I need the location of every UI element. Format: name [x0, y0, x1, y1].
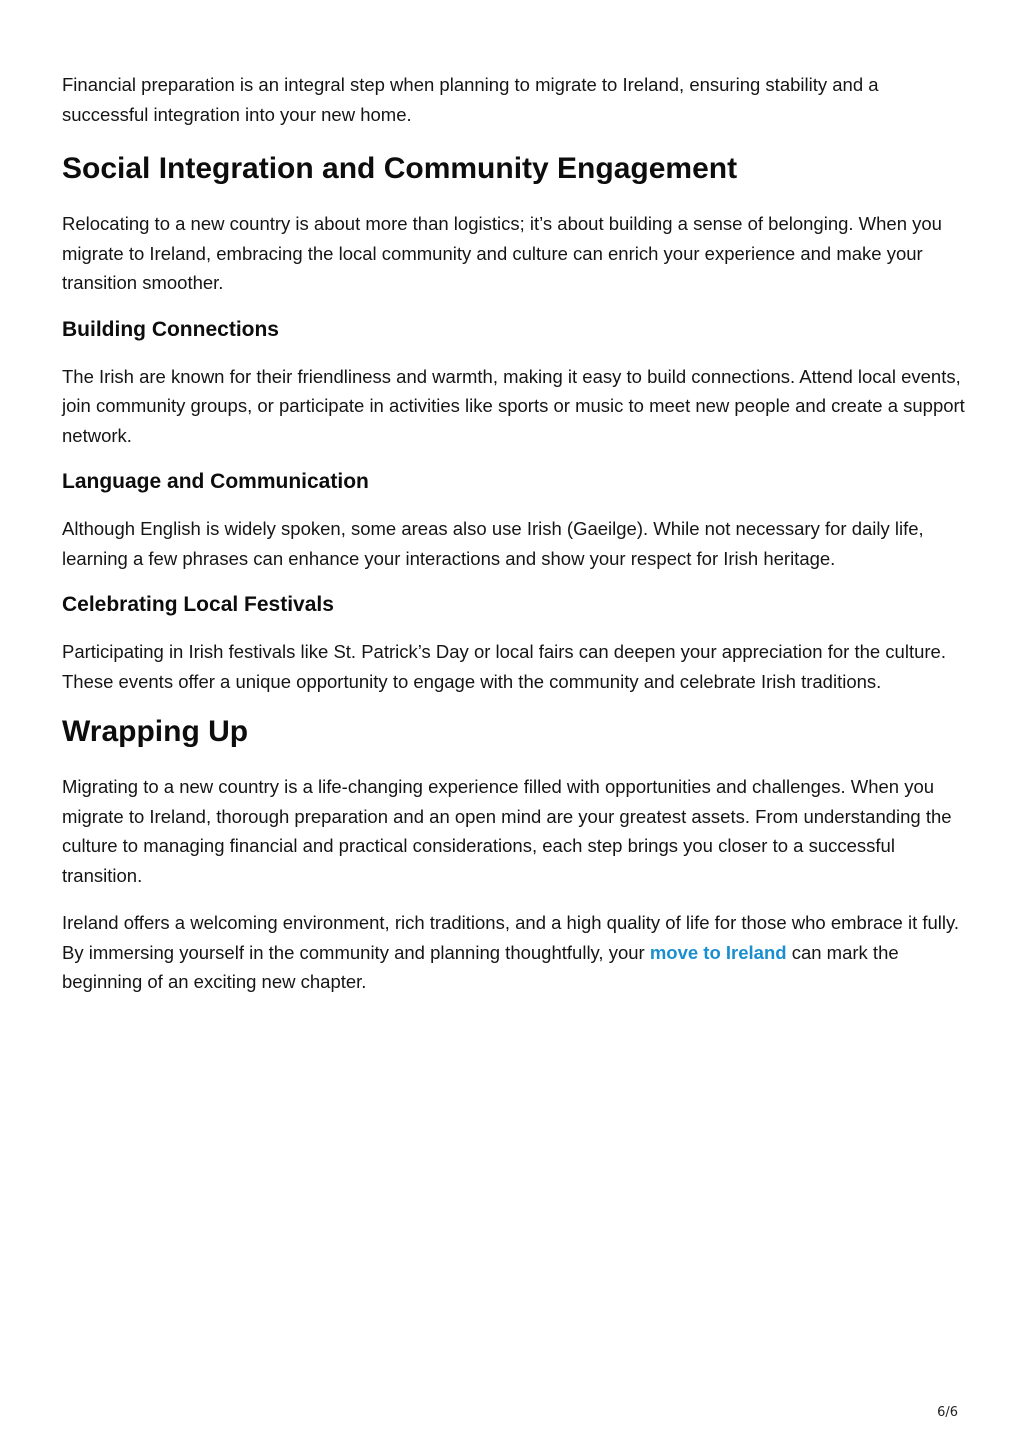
wrapping-up-paragraph-2 — [62, 908, 968, 997]
page-number: 6/6 — [937, 1405, 958, 1420]
intro-paragraph: Financial preparation is an integral step when planning to migrate to Ireland, ensuring stability and a successful integration into your new home. — [62, 74, 879, 125]
building-connections-paragraph: The Irish are known for their friendliness and warmth, making it easy to build connections. Attend local events, join community groups, or participate in activities like sports or music to meet new people and create a support network. — [62, 365, 965, 446]
move-to-ireland-link[interactable]: move to Ireland — [649, 941, 787, 963]
wrapping-up-paragraph-1: Migrating to a new country is a life-changing experience filled with opportunities and challenges. When you migrate to Ireland, thorough preparation and an open mind are your greatest assets. From understanding the culture to managing financial and practical considerations, each step brings you closer to a successful transition. — [62, 776, 952, 886]
subheading-local-festivals: Celebrating Local Festivals — [62, 593, 334, 616]
section-heading-wrapping-up: Wrapping Up — [62, 715, 249, 748]
paragraph-2-text-after-link: can mark the beginning of an exciting new chapter. — [62, 941, 899, 992]
language-communication-paragraph: Although English is widely spoken, some areas also use Irish (Gaeilge). While not necessary for daily life, learning a few phrases can enhance your interactions and show your respect for Irish heritage. — [62, 518, 924, 569]
paragraph-2-text-before-link: Ireland offers a welcoming environment, rich traditions, and a high quality of life for those who embrace it fully. By immersing yourself in the community and planning thoughtfully, your — [62, 912, 960, 963]
document-page — [62, 70, 968, 1015]
section-heading-social-integration: Social Integration and Community Engagement — [62, 152, 738, 185]
social-integration-paragraph: Relocating to a new country is about more than logistics; it’s about building a sense of belonging. When you migrate to Ireland, embracing the local community and culture can enrich your experience and make your transition smoother. — [62, 213, 942, 293]
subheading-language-communication: Language and Communication — [62, 470, 369, 493]
local-festivals-paragraph: Participating in Irish festivals like St. Patrick’s Day or local fairs can deepen your appreciation for the culture. These events offer a unique opportunity to engage with the community and celebrate Irish traditions. — [62, 641, 946, 692]
subheading-building-connections: Building Connections — [62, 317, 279, 341]
